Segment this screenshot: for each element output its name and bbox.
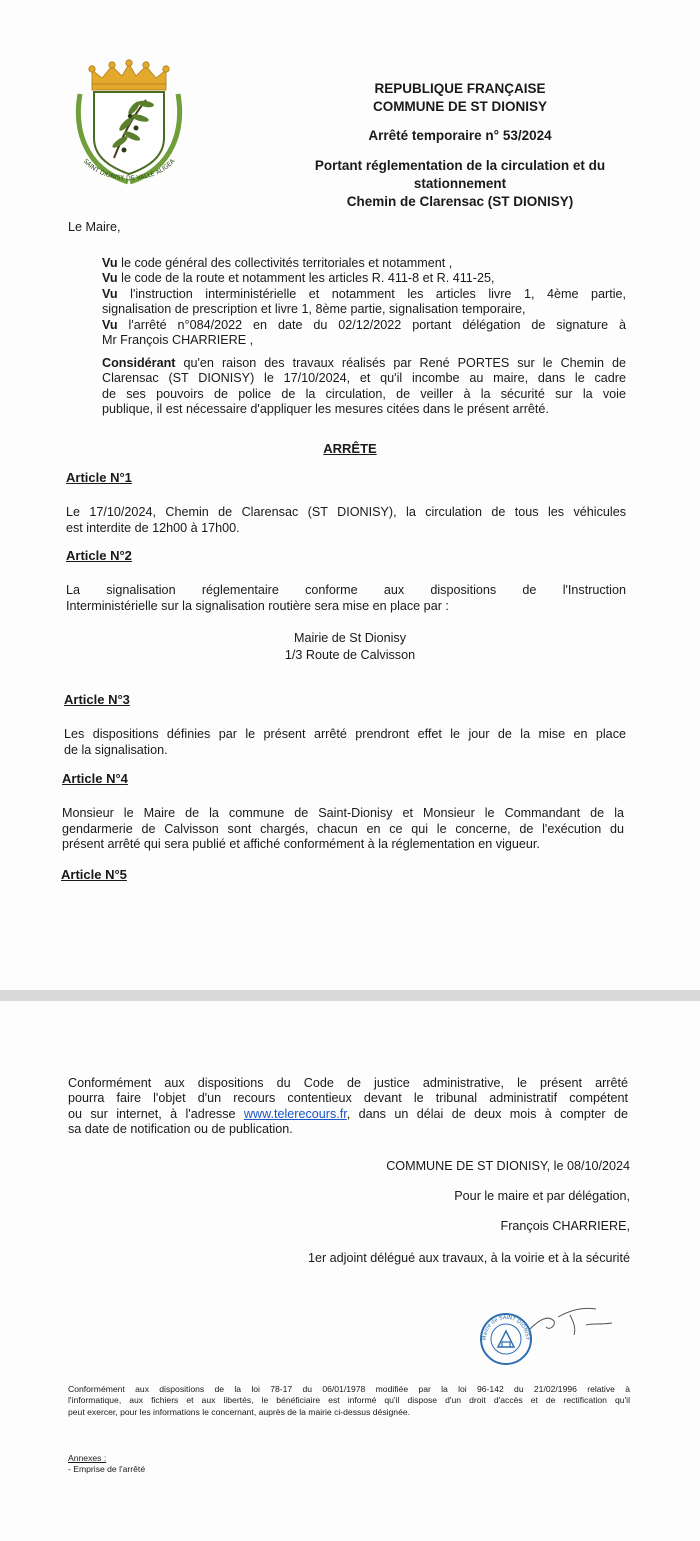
vu-item-1: Vu le code général des collectivités territoriales et notamment , [102, 256, 453, 270]
vu-item-3b: signalisation de prescription et livre 1, 8ème partie, signalisation temporaire, [102, 302, 526, 317]
document-page-2 [0, 1001, 700, 1541]
arrete-subject [250, 157, 670, 211]
signatory-role: 1er adjoint délégué aux travaux, à la voirie et à la sécurité [307, 1251, 630, 1265]
considerant-block: Considérant qu'en raison des travaux réalisés par René PORTES sur le Chemin de Clarensac (ST DIONISY) le 17/10/2024, et qu'il incombe au maire, dans le cadre de ses pouvoirs de police de la circulation, de veiller à la sécurité sur la voie publique, il est nécessaire d'appliquer les mesures citées dans le présent arrêté. [102, 356, 626, 417]
article-1-title: Article N°1 [66, 470, 132, 485]
recours-paragraph: Conformément aux dispositions du Code de justice administrative, le présent arrêté pourra faire l'objet d'un recours contentieux devant le tribunal administratif compétent ou sur internet, à l'adresse www.telerecours.fr, dans un délai de deux mois à compter de sa date de notification ou de publication. [68, 1076, 629, 1137]
article-2-title: Article N°2 [66, 548, 132, 563]
vu-item-2: Vu le code de la route et notamment les articles R. 411-8 et R. 411-25, [102, 271, 495, 286]
svg-text:SAINT DIONISY DE VALLE ALIGEA: SAINT DIONISY DE VALLE ALIGEA [81, 157, 177, 183]
article-4-title: Article N°4 [62, 771, 128, 786]
subject-line-2: stationnement [413, 176, 507, 191]
handwritten-signature [526, 1301, 616, 1341]
article-5-title: Article N°5 [61, 867, 127, 882]
vu-item-4b: Mr François CHARRIERE , [102, 333, 254, 348]
vu-block [102, 256, 626, 348]
article-3-title: Article N°3 [64, 692, 130, 707]
signatory-name: François CHARRIERE, [500, 1219, 630, 1233]
subject-line-1: Portant réglementation de la circulation et du [314, 158, 606, 173]
delegation-line: Pour le maire et par délégation, [454, 1189, 630, 1203]
annexes-item: - Emprise de l'arrêté [68, 1464, 146, 1475]
vu-item-4a: Vu l'arrêté n°084/2022 en date du 02/12/2022 portant délégation de signature à [102, 317, 626, 332]
arrete-number: Arrêté temporaire n° 53/2024 [368, 128, 552, 143]
vu-item-3a: Vu l'instruction interministérielle et notamment les articles livre 1, 4ème partie, [102, 286, 626, 301]
header-line-commune: COMMUNE DE ST DIONISY [372, 99, 547, 114]
commune-date: COMMUNE DE ST DIONISY, le 08/10/2024 [386, 1159, 630, 1173]
cnil-legal-notice: Conformément aux dispositions de la loi 78-17 du 06/01/1978 modifiée par la loi 96-142 du 21/02/1996 relative à l'informatique, aux fichiers et aux libertés, le bénéficiaire est informé qu'il dispose d'un droit d'accès et de rectification qu'il peut exercer, pour les informations le concernant, auprès de la mairie ci-dessus désignée. [68, 1384, 630, 1417]
article-2-body: La signalisation réglementaire conforme aux dispositions de l'Instruction Interministérielle sur la signalisation routière sera mise en place par : [66, 583, 626, 613]
annexes-title: Annexes : [68, 1453, 107, 1463]
article-1-body: Le 17/10/2024, Chemin de Clarensac (ST DIONISY), la circulation de tous les véhicules est interdite de 12h00 à 17h00. [66, 505, 626, 535]
annexes-section [68, 1453, 145, 1476]
header-line-republique: REPUBLIQUE FRANÇAISE [374, 81, 546, 96]
le-maire-heading: Le Maire, [68, 220, 121, 234]
svg-text:Mairie de SAINT DIONISY: Mairie de SAINT DIONISY [481, 1314, 531, 1341]
subject-line-3: Chemin de Clarensac (ST DIONISY) [346, 194, 574, 209]
article-3-body: Les dispositions définies par le présent arrêté prendront effet le jour de la mise en place de la signalisation. [64, 727, 626, 757]
arrete-heading: ARRÊTE [323, 441, 377, 456]
article-4-body: Monsieur le Maire de la commune de Saint-Dionisy et Monsieur le Commandant de la gendarmerie de Calvisson sont chargés, chacun en ce qui le concerne, de l'exécution du présent arrêté qui sera publié et affiché conformément à la réglementation en vigueur. [62, 806, 624, 852]
article-2-address: Mairie de St Dionisy 1/3 Route de Calvisson [284, 631, 416, 662]
header-republic [250, 80, 670, 116]
commune-coat-of-arms-logo [70, 58, 188, 188]
telerecours-link[interactable]: www.telerecours.fr [243, 1106, 347, 1121]
